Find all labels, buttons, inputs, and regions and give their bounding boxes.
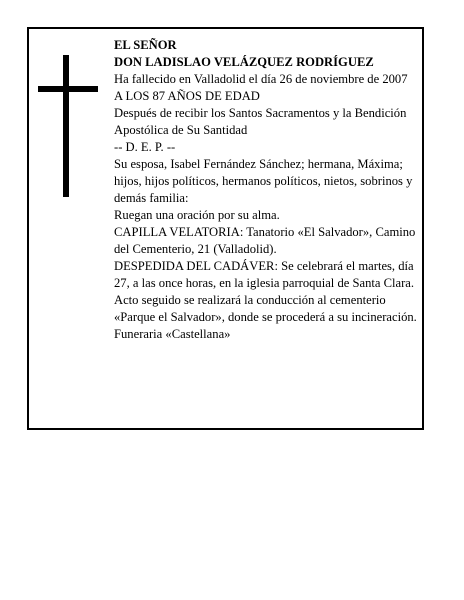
chapel-line: CAPILLA VELATORIA: Tanatorio «El Salvador», Camino del Cementerio, 21 (Valladolid).: [114, 225, 416, 256]
death-line: Ha fallecido en Valladolid el día 26 de noviembre de 2007: [114, 72, 408, 86]
farewell-line: DESPEDIDA DEL CADÁVER: Se celebrará el martes, día 27, a las once horas, en la iglesia parroquial de Santa Clara. Acto seguido se realizará la conducción al cementerio «Parque el Salvador», donde se procederá a su incineración.: [114, 259, 417, 324]
family-line: Su esposa, Isabel Fernández Sánchez; hermana, Máxima; hijos, hijos políticos, hermanos políticos, nietos, sobrinos y demás familia:: [114, 157, 413, 205]
cross-horizontal-bar: [38, 86, 98, 92]
rip-line: -- D. E. P. --: [114, 140, 176, 154]
prayer-line: Ruegan una oración por su alma.: [114, 208, 280, 222]
obituary-text: [114, 37, 420, 343]
funeral-home-line: Funeraria «Castellana»: [114, 327, 231, 341]
deceased-name: DON LADISLAO VELÁZQUEZ RODRÍGUEZ: [114, 55, 374, 69]
sacraments-line: Después de recibir los Santos Sacramentos y la Bendición Apostólica de Su Santidad: [114, 106, 407, 137]
age-line: A LOS 87 AÑOS DE EDAD: [114, 89, 260, 103]
notice-title: EL SEÑOR: [114, 38, 177, 52]
cross-vertical-bar: [63, 55, 69, 197]
